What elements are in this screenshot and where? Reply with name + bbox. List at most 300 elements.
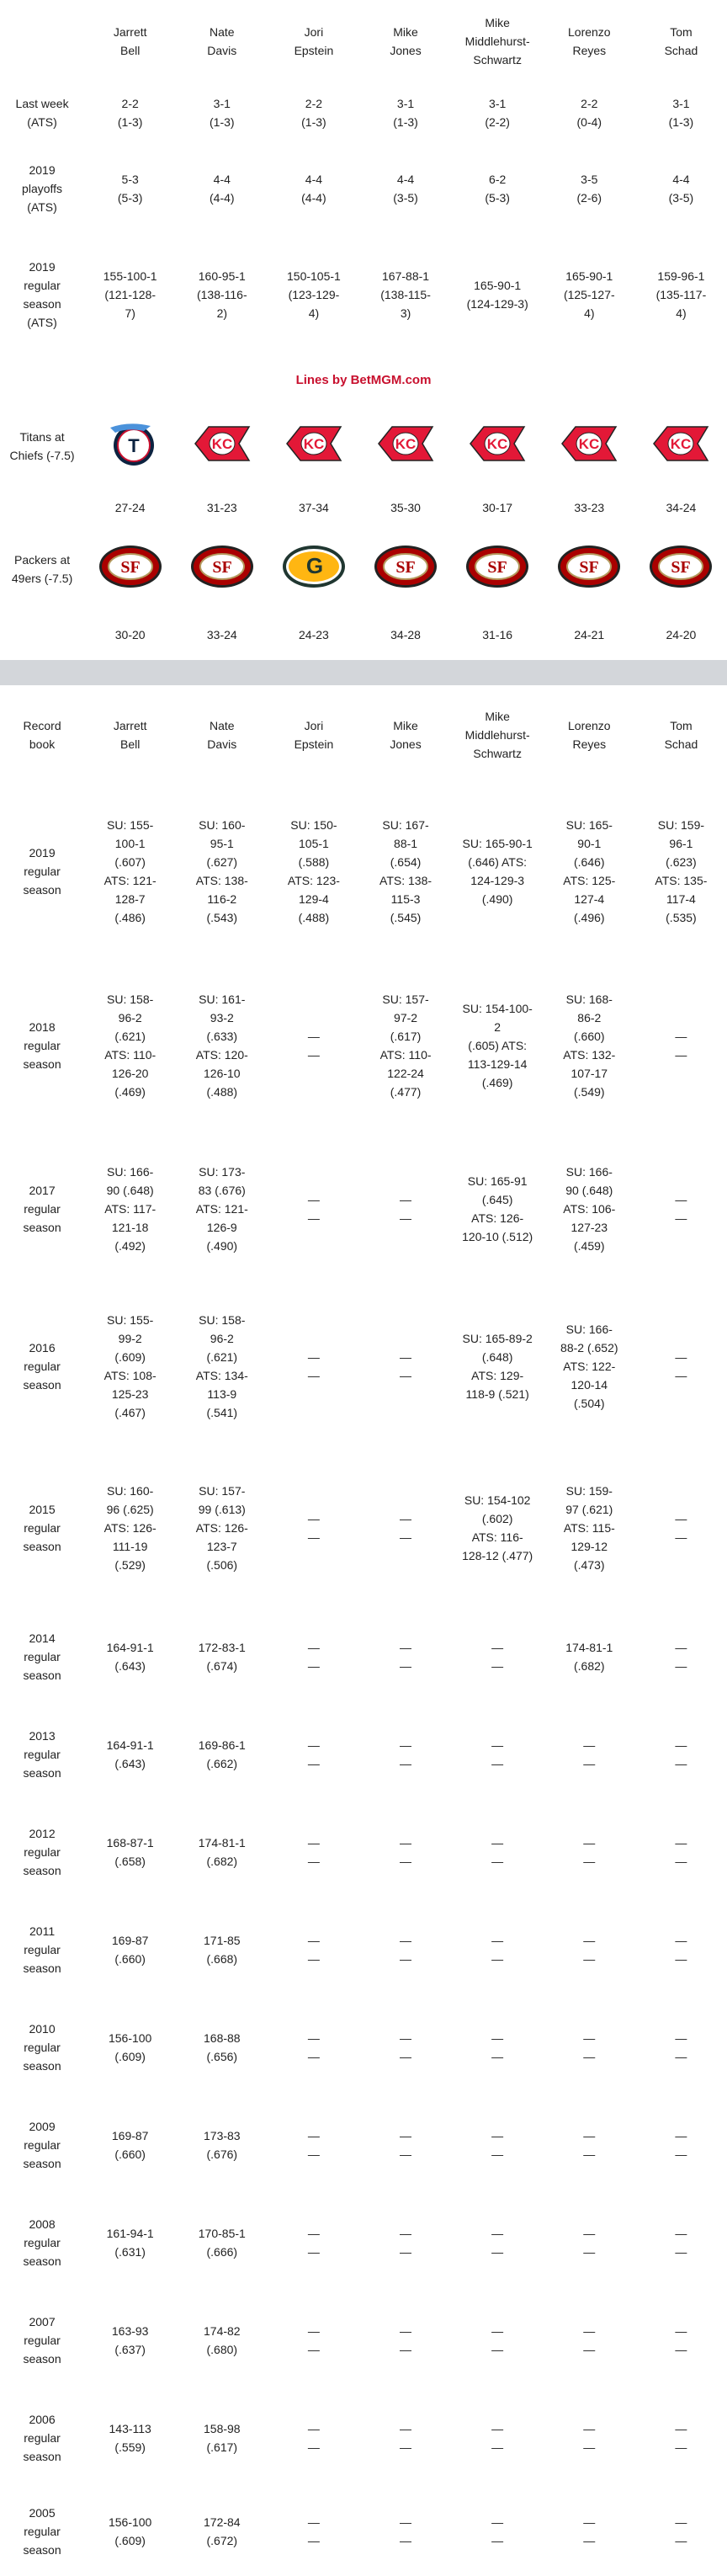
record-cell-text: 6-2 (5-3) (485, 173, 510, 205)
record-cell (84, 2389, 176, 2487)
score-cell (544, 609, 635, 660)
record-cell-text: — — (307, 2515, 320, 2547)
header-name-cell (176, 0, 268, 82)
record-cell (268, 1134, 359, 1284)
section-separator (0, 660, 727, 685)
score-cell (635, 609, 727, 660)
record-cell (268, 1803, 359, 1901)
record-cell-text: 5-3 (5-3) (117, 173, 143, 205)
record-cell (635, 1134, 727, 1284)
record-cell (268, 2096, 359, 2194)
record-cell (544, 1608, 635, 1706)
score-cell (452, 487, 544, 529)
record-cell (268, 143, 359, 234)
lines-note (0, 355, 727, 406)
record-cell-text: 150-105-1 (123-129- 4) (287, 269, 341, 320)
record-cell (635, 1284, 727, 1448)
season-label-cell (0, 2389, 84, 2487)
record-book-row (0, 2389, 727, 2487)
record-cell (635, 1706, 727, 1803)
header-row (0, 0, 727, 82)
pick-cell (452, 529, 544, 609)
record-cell (268, 957, 359, 1134)
record-cell-text: 163-93 (.637) (111, 2324, 149, 2356)
record-cell (359, 2389, 451, 2487)
score-cell-text: 33-23 (574, 501, 605, 514)
score-cell (268, 487, 359, 529)
record-cell-text: 2-2 (0-4) (576, 97, 602, 129)
score-cell (359, 487, 451, 529)
record-cell-text: — — (400, 1934, 412, 1966)
score-cell (635, 487, 727, 529)
record-cell (635, 1803, 727, 1901)
row-label-cell-text: 2019 regular season (ATS) (23, 260, 61, 329)
record-cell-text: 172-84 (.672) (204, 2515, 241, 2547)
record-cell (452, 143, 544, 234)
record-cell-text: — — (307, 1738, 320, 1770)
record-cell (544, 234, 635, 355)
record-cell-text: 143-113 (.559) (109, 2422, 151, 2454)
score-cell (84, 609, 176, 660)
record-cell (176, 1608, 268, 1706)
season-label-cell-text: 2007 regular season (23, 2315, 61, 2366)
header-name-cell (84, 0, 176, 82)
record-cell-text: SU: 166- 88-2 (.652) ATS: 122- 120-14 (.504) (560, 1322, 618, 1410)
score-cell-text: 27-24 (114, 501, 146, 514)
record-cell (359, 1999, 451, 2096)
record-cell (268, 2291, 359, 2389)
titans-logo-icon (100, 418, 161, 475)
season-label-cell-text: 2012 regular season (23, 1827, 61, 1877)
record-cell-text: — — (675, 1738, 687, 1770)
record-cell (635, 957, 727, 1134)
record-cell-text: SU: 165- 90-1 (.646) ATS: 125- 127-4 (.496) (563, 817, 616, 924)
record-cell (544, 1448, 635, 1608)
record-cell (544, 1901, 635, 1999)
record-cell-text: — — (675, 2227, 687, 2259)
chiefs-logo-icon (284, 422, 344, 471)
record-cell-text: — — (583, 2515, 596, 2547)
svg-text:KC: KC (211, 436, 233, 452)
game-label-cell-text: Titans at Chiefs (-7.5) (9, 430, 75, 462)
record-cell-text: — — (491, 1641, 504, 1673)
record-cell-text: SU: 158- 96-2 (.621) ATS: 110- 126-20 (.469) (104, 993, 157, 1099)
record-cell-text: — — (400, 2515, 412, 2547)
empty-cell (0, 487, 84, 529)
pick-cell (544, 406, 635, 487)
score-cell-text: 34-28 (390, 628, 421, 641)
pick-cell (635, 529, 727, 609)
record-cell-text: SU: 168- 86-2 (.660) ATS: 132- 107-17 (.549) (563, 993, 616, 1099)
record-cell-text: 174-82 (.680) (204, 2324, 241, 2356)
svg-text:KC: KC (579, 436, 600, 452)
record-cell-text: 156-100 (.609) (108, 2031, 152, 2063)
record-cell (359, 785, 451, 957)
record-cell-text: — — (675, 2031, 687, 2063)
header-name-cell (176, 685, 268, 785)
record-cell-text: 2-2 (1-3) (117, 97, 143, 129)
season-label-cell (0, 957, 84, 1134)
season-label-cell (0, 1608, 84, 1706)
header-name-cell-text: Mike Middlehurst- Schwartz (464, 16, 530, 67)
record-cell-text: 169-87 (.660) (111, 1934, 149, 1966)
packers-logo-icon (281, 544, 347, 594)
header-name-cell (268, 685, 359, 785)
record-cell (452, 1803, 544, 1901)
record-cell (176, 2291, 268, 2389)
pick-cell (268, 529, 359, 609)
record-cell (635, 1999, 727, 2096)
record-book-row (0, 1608, 727, 1706)
record-cell (84, 2194, 176, 2291)
record-cell-text: — — (400, 2031, 412, 2063)
record-cell-text: SU: 154-102 (.602) ATS: 116- 128-12 (.477) (462, 1493, 533, 1562)
record-cell (635, 1608, 727, 1706)
record-cell-text: — — (400, 1193, 412, 1225)
record-cell-text: — — (675, 2422, 687, 2454)
score-cell (268, 609, 359, 660)
header-label-cell-text: Record book (23, 719, 61, 751)
record-cell-text: — — (307, 2227, 320, 2259)
svg-text:SF: SF (487, 558, 507, 577)
record-cell (635, 143, 727, 234)
score-cell-text: 31-23 (206, 501, 237, 514)
record-cell (84, 1999, 176, 2096)
empty-cell (0, 609, 84, 660)
record-cell-text: 174-81-1 (.682) (565, 1641, 613, 1673)
pick-cell (544, 529, 635, 609)
record-cell (176, 2389, 268, 2487)
record-cell (359, 2487, 451, 2576)
record-cell-text: 164-91-1 (.643) (106, 1641, 154, 1673)
record-cell (84, 1803, 176, 1901)
score-cell-text: 35-30 (390, 501, 421, 514)
playoffs-row (0, 143, 727, 234)
record-cell (268, 785, 359, 957)
record-cell (84, 2096, 176, 2194)
record-cell-text: — — (491, 2324, 504, 2356)
record-cell-text: SU: 161- 93-2 (.633) ATS: 120- 126-10 (.488) (195, 993, 248, 1099)
season-label-cell-text: 2010 regular season (23, 2022, 61, 2073)
record-cell (359, 957, 451, 1134)
season-label-cell (0, 2487, 84, 2576)
record-cell (452, 2096, 544, 2194)
score-cell (176, 487, 268, 529)
record-cell-text: — — (583, 2324, 596, 2356)
record-book-row (0, 1706, 727, 1803)
row-label-cell (0, 234, 84, 355)
record-cell-text: — — (307, 2422, 320, 2454)
svg-text:SF: SF (671, 558, 692, 577)
record-book-row (0, 1999, 727, 2096)
game-label-cell-text: Packers at 49ers (-7.5) (11, 553, 73, 585)
chiefs-logo-icon (375, 422, 436, 471)
record-cell-text: 170-85-1 (.666) (198, 2227, 246, 2259)
record-cell-text: SU: 173- 83 (.676) ATS: 121- 126-9 (.490) (195, 1165, 248, 1253)
season-label-cell-text: 2009 regular season (23, 2120, 61, 2170)
row-label-cell (0, 82, 84, 143)
chiefs-logo-icon (467, 422, 528, 471)
record-cell-text: 3-1 (1-3) (393, 97, 418, 129)
record-cell-text: — — (675, 2129, 687, 2161)
record-cell-text: SU: 165-91 (.645) ATS: 126- 120-10 (.512) (462, 1174, 533, 1243)
record-cell-text: SU: 150- 105-1 (.588) ATS: 123- 129-4 (.488) (287, 817, 340, 924)
record-cell-text: — — (400, 2422, 412, 2454)
svg-text:KC: KC (486, 436, 508, 452)
record-book-table (0, 685, 727, 2576)
record-cell (452, 1284, 544, 1448)
record-cell-text: — — (675, 1512, 687, 1544)
score-cell-text: 24-23 (299, 628, 329, 641)
record-cell (544, 1284, 635, 1448)
season-label-cell-text: 2011 regular season (23, 1924, 61, 1975)
record-cell (544, 2096, 635, 2194)
chiefs-logo-icon (192, 422, 252, 471)
record-cell (544, 1803, 635, 1901)
record-cell (176, 1803, 268, 1901)
record-cell-text: — — (400, 1349, 412, 1382)
header-name-cell (452, 685, 544, 785)
game-label-cell (0, 406, 84, 487)
record-cell-text: — — (675, 1193, 687, 1225)
record-cell-text: 161-94-1 (.631) (106, 2227, 154, 2259)
49ers-logo-icon (373, 544, 438, 594)
record-cell-text: — — (675, 1349, 687, 1382)
record-book-row (0, 1448, 727, 1608)
game-scores-row (0, 487, 727, 529)
picks-table (0, 0, 727, 660)
record-cell-text: — — (307, 1934, 320, 1966)
header-name-cell-text: Lorenzo Reyes (568, 719, 611, 751)
record-cell-text: — — (491, 2515, 504, 2547)
record-book-row (0, 1901, 727, 1999)
record-cell (635, 2096, 727, 2194)
record-cell (84, 82, 176, 143)
record-cell-text: 169-87 (.660) (111, 2129, 149, 2161)
record-cell (176, 143, 268, 234)
record-cell-text: — — (675, 1641, 687, 1673)
record-cell-text: — — (583, 1738, 596, 1770)
svg-text:KC: KC (671, 436, 692, 452)
score-cell-text: 24-20 (666, 628, 697, 641)
record-cell (544, 143, 635, 234)
season-label-cell (0, 1448, 84, 1608)
record-cell (268, 2389, 359, 2487)
record-cell-text: — — (307, 2324, 320, 2356)
record-cell (268, 82, 359, 143)
header-label-cell (0, 0, 84, 82)
record-cell (452, 234, 544, 355)
season-label-cell (0, 1901, 84, 1999)
record-cell-text: — — (400, 1512, 412, 1544)
row-label-cell (0, 143, 84, 234)
record-cell-text: SU: 165-89-2 (.648) ATS: 129- 118-9 (.521) (462, 1331, 533, 1401)
49ers-logo-icon (189, 544, 255, 594)
season-label-cell (0, 1999, 84, 2096)
record-cell (359, 2194, 451, 2291)
record-cell (452, 1999, 544, 2096)
header-label-cell (0, 685, 84, 785)
regular-season-row (0, 234, 727, 355)
record-book-row (0, 2194, 727, 2291)
record-cell-text: — — (400, 2227, 412, 2259)
record-cell-text: 160-95-1 (138-116- 2) (196, 269, 247, 320)
record-cell-text: 156-100 (.609) (108, 2515, 152, 2547)
record-cell (635, 1901, 727, 1999)
header-name-cell-text: Mike Jones (390, 719, 422, 751)
record-cell-text: 167-88-1 (138-115- 3) (380, 269, 431, 320)
header-name-cell-text: Nate Davis (207, 25, 237, 57)
record-cell (359, 1284, 451, 1448)
game-picks-row (0, 406, 727, 487)
record-cell-text: 4-4 (3-5) (668, 173, 694, 205)
record-cell-text: 158-98 (.617) (204, 2422, 241, 2454)
score-cell-text: 37-34 (299, 501, 329, 514)
pick-cell (84, 406, 176, 487)
record-cell-text: 4-4 (4-4) (210, 173, 235, 205)
record-cell-text: — — (307, 2129, 320, 2161)
record-cell-text: — — (400, 1641, 412, 1673)
record-cell-text: — — (583, 2129, 596, 2161)
record-cell (176, 1134, 268, 1284)
score-cell (452, 609, 544, 660)
record-cell (544, 2291, 635, 2389)
season-label-cell-text: 2017 regular season (23, 1184, 61, 1234)
record-cell (359, 82, 451, 143)
record-cell (268, 2194, 359, 2291)
svg-text:SF: SF (579, 558, 599, 577)
season-label-cell-text: 2015 regular season (23, 1503, 61, 1553)
record-cell (359, 2096, 451, 2194)
lines-note-text: Lines by BetMGM.com (295, 373, 432, 387)
record-cell-text: 3-5 (2-6) (576, 173, 602, 205)
record-cell-text: — — (491, 1738, 504, 1770)
record-cell (176, 1999, 268, 2096)
season-label-cell-text: 2005 regular season (23, 2506, 61, 2557)
record-cell (635, 2487, 727, 2576)
record-cell-text: 173-83 (.676) (204, 2129, 241, 2161)
season-label-cell-text: 2019 regular season (23, 845, 61, 897)
header-name-cell (268, 0, 359, 82)
pick-cell (176, 406, 268, 487)
record-book-row (0, 957, 727, 1134)
record-book-row (0, 1284, 727, 1448)
record-cell-text: 159-96-1 (135-117- 4) (655, 269, 707, 320)
score-cell-text: 24-21 (574, 628, 605, 641)
game-picks-row (0, 529, 727, 609)
pick-cell (359, 406, 451, 487)
record-cell (176, 2194, 268, 2291)
season-label-cell-text: 2013 regular season (23, 1729, 61, 1780)
record-cell (452, 957, 544, 1134)
record-cell (84, 1448, 176, 1608)
season-label-cell-text: 2014 regular season (23, 1631, 61, 1682)
header-name-cell-text: Jarrett Bell (113, 25, 147, 57)
record-cell (359, 1706, 451, 1803)
chiefs-logo-icon (650, 422, 711, 471)
record-cell-text: SU: 158- 96-2 (.621) ATS: 134- 113-9 (.541) (195, 1312, 248, 1419)
record-cell (359, 1608, 451, 1706)
record-cell-text: — — (583, 1836, 596, 1868)
svg-text:SF: SF (395, 558, 416, 577)
record-cell (544, 82, 635, 143)
pick-cell (359, 529, 451, 609)
record-cell-text: 168-87-1 (.658) (106, 1836, 154, 1868)
record-cell-text: 165-90-1 (124-129-3) (466, 279, 528, 311)
record-cell-text: — — (675, 1934, 687, 1966)
header-name-cell (544, 685, 635, 785)
record-cell (268, 1901, 359, 1999)
record-cell (84, 2487, 176, 2576)
svg-text:KC: KC (395, 436, 417, 452)
record-cell-text: — — (491, 2031, 504, 2063)
record-cell (268, 1999, 359, 2096)
record-cell (268, 1284, 359, 1448)
record-cell-text: — — (307, 1193, 320, 1225)
pick-cell (176, 529, 268, 609)
season-label-cell (0, 2096, 84, 2194)
season-label-cell (0, 1706, 84, 1803)
record-book-row (0, 1134, 727, 1284)
record-cell-text: 3-1 (1-3) (668, 97, 694, 129)
record-cell (452, 2194, 544, 2291)
svg-text:KC: KC (303, 436, 325, 452)
record-cell-text: — — (307, 1512, 320, 1544)
score-cell-text: 30-20 (114, 628, 146, 641)
record-cell-text: 169-86-1 (.662) (198, 1738, 246, 1770)
record-cell-text: 174-81-1 (.682) (198, 1836, 246, 1868)
record-cell (176, 1284, 268, 1448)
record-cell (359, 1901, 451, 1999)
record-cell (359, 2291, 451, 2389)
score-cell (544, 487, 635, 529)
record-cell (544, 2389, 635, 2487)
record-cell-text: SU: 155- 100-1 (.607) ATS: 121- 128-7 (.486) (103, 817, 157, 924)
season-label-cell (0, 2291, 84, 2389)
row-label-cell-text: 2019 playoffs (ATS) (22, 163, 63, 214)
record-cell (452, 1448, 544, 1608)
season-label-cell (0, 1284, 84, 1448)
record-cell (544, 1134, 635, 1284)
record-cell (176, 2487, 268, 2576)
svg-text:G: G (305, 553, 324, 578)
record-cell-text: — — (400, 2324, 412, 2356)
header-name-cell-text: Mike Middlehurst- Schwartz (464, 710, 530, 760)
season-label-cell-text: 2016 regular season (23, 1340, 61, 1392)
record-cell-text: — — (491, 2129, 504, 2161)
record-cell-text: — — (491, 2227, 504, 2259)
record-cell-text: 4-4 (3-5) (393, 173, 418, 205)
score-cell-text: 33-24 (206, 628, 237, 641)
record-cell (84, 1608, 176, 1706)
record-cell-text: 165-90-1 (125-127- 4) (563, 269, 615, 320)
record-cell (452, 1901, 544, 1999)
season-label-cell (0, 1803, 84, 1901)
record-cell (544, 2194, 635, 2291)
record-cell (176, 2096, 268, 2194)
record-cell-text: 155-100-1 (121-128- 7) (103, 269, 157, 320)
record-cell (84, 957, 176, 1134)
header-name-cell-text: Tom Schad (664, 25, 698, 57)
record-cell-text: 3-1 (1-3) (210, 97, 235, 129)
record-cell-text: SU: 160- 95-1 (.627) ATS: 138- 116-2 (.543) (195, 817, 248, 924)
record-cell-text: — — (583, 1934, 596, 1966)
header-name-cell-text: Mike Jones (390, 25, 422, 57)
row-label-cell-text: Last week (ATS) (15, 97, 69, 129)
game-label-cell (0, 529, 84, 609)
record-cell-text: SU: 159- 97 (.621) ATS: 115- 129-12 (.473) (563, 1484, 615, 1572)
score-cell (359, 609, 451, 660)
